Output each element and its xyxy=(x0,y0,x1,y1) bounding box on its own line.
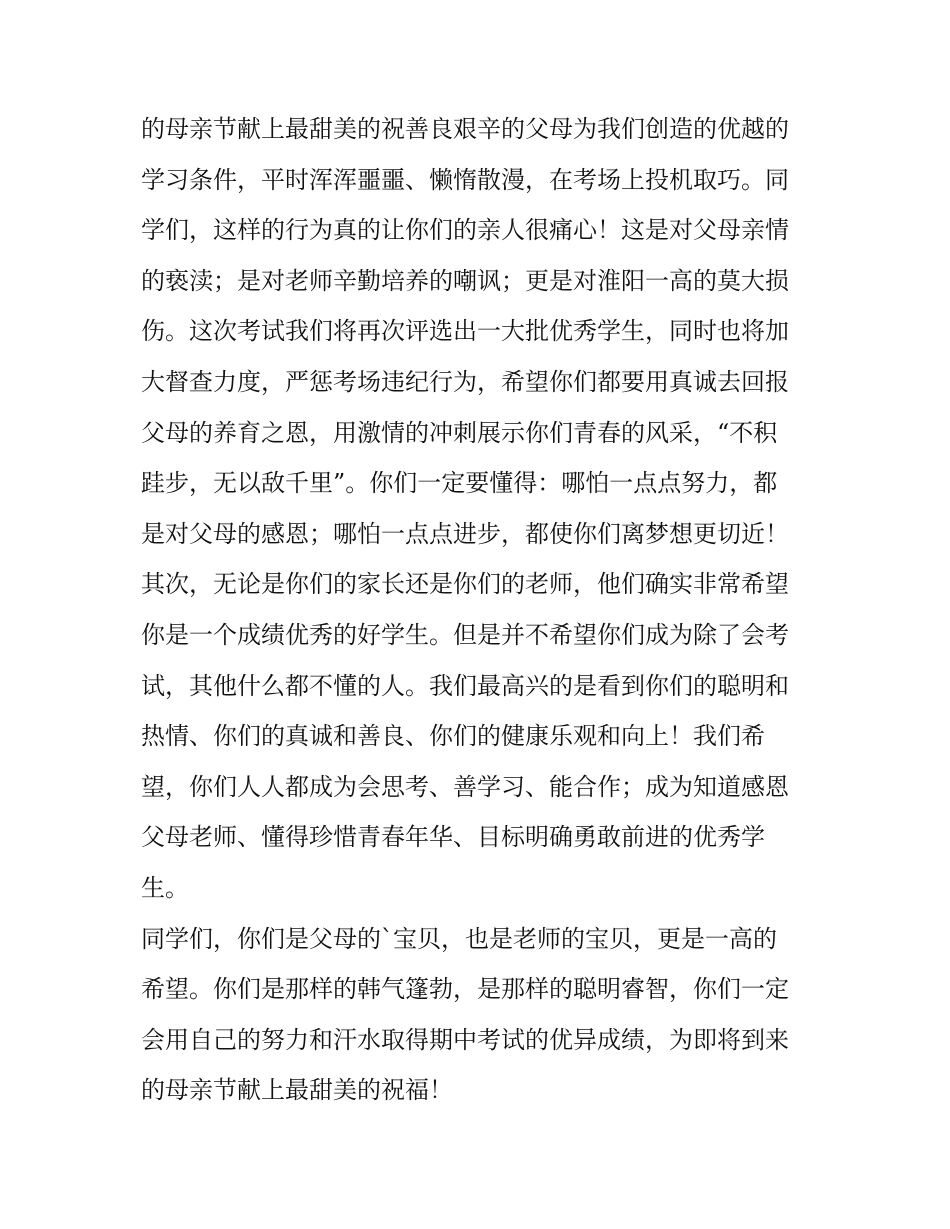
text-line: 父母的养育之恩，用激情的冲刺展示你们青春的风采，“不积 xyxy=(141,418,778,447)
text-line: 希望。你们是那样的韩气篷勃，是那样的聪明睿智，你们一定 xyxy=(141,975,789,1004)
text-line: 父母老师、懂得珍惜青春年华、目标明确勇敢前进的优秀学 xyxy=(141,823,765,852)
text-line: 其次，无论是你们的家长还是你们的老师，他们确实非常希望 xyxy=(141,570,789,599)
text-line: 会用自己的努力和汗水取得期中考试的优异成绩，为即将到来 xyxy=(141,1025,789,1054)
text-line: 你是一个成绩优秀的好学生。但是并不希望你们成为除了会考 xyxy=(141,620,789,649)
text-line: 的亵渎；是对老师辛勤培养的嘲讽；更是对淮阳一高的莫大损 xyxy=(141,266,789,295)
text-line: 学们，这样的行为真的让你们的亲人很痛心！这是对父母亲情 xyxy=(141,216,789,245)
text-line: 学习条件，平时浑浑噩噩、懒惰散漫，在考场上投机取巧。同 xyxy=(141,165,789,194)
text-line: 生。 xyxy=(141,873,189,902)
text-line: 伤。这次考试我们将再次评选出一大批优秀学生，同时也将加 xyxy=(141,317,789,346)
text-line: 的母亲节献上最甜美的祝善良艰辛的父母为我们创造的优越的 xyxy=(141,115,789,143)
text-line: 同学们，你们是父母的`宝贝，也是老师的宝贝，更是一高的 xyxy=(141,924,777,953)
text-line: 试，其他什么都不懂的人。我们最高兴的是看到你们的聪明和 xyxy=(141,671,789,700)
text-line: 热情、你们的真诚和善良、你们的健康乐观和向上！我们希 xyxy=(141,722,765,751)
body-text xyxy=(141,104,821,1116)
text-line: 的母亲节献上最甜美的祝福！ xyxy=(141,1076,453,1105)
text-line: 是对父母的感恩；哪怕一点点进步，都使你们离梦想更切近！ xyxy=(141,519,789,548)
text-line: 望，你们人人都成为会思考、善学习、能合作；成为知道感恩 xyxy=(141,772,789,801)
text-line: 跬步，无以敌千里”。你们一定要懂得：哪怕一点点努力，都 xyxy=(141,469,778,498)
text-line: 大督查力度，严惩考场违纪行为，希望你们都要用真诚去回报 xyxy=(141,367,789,396)
